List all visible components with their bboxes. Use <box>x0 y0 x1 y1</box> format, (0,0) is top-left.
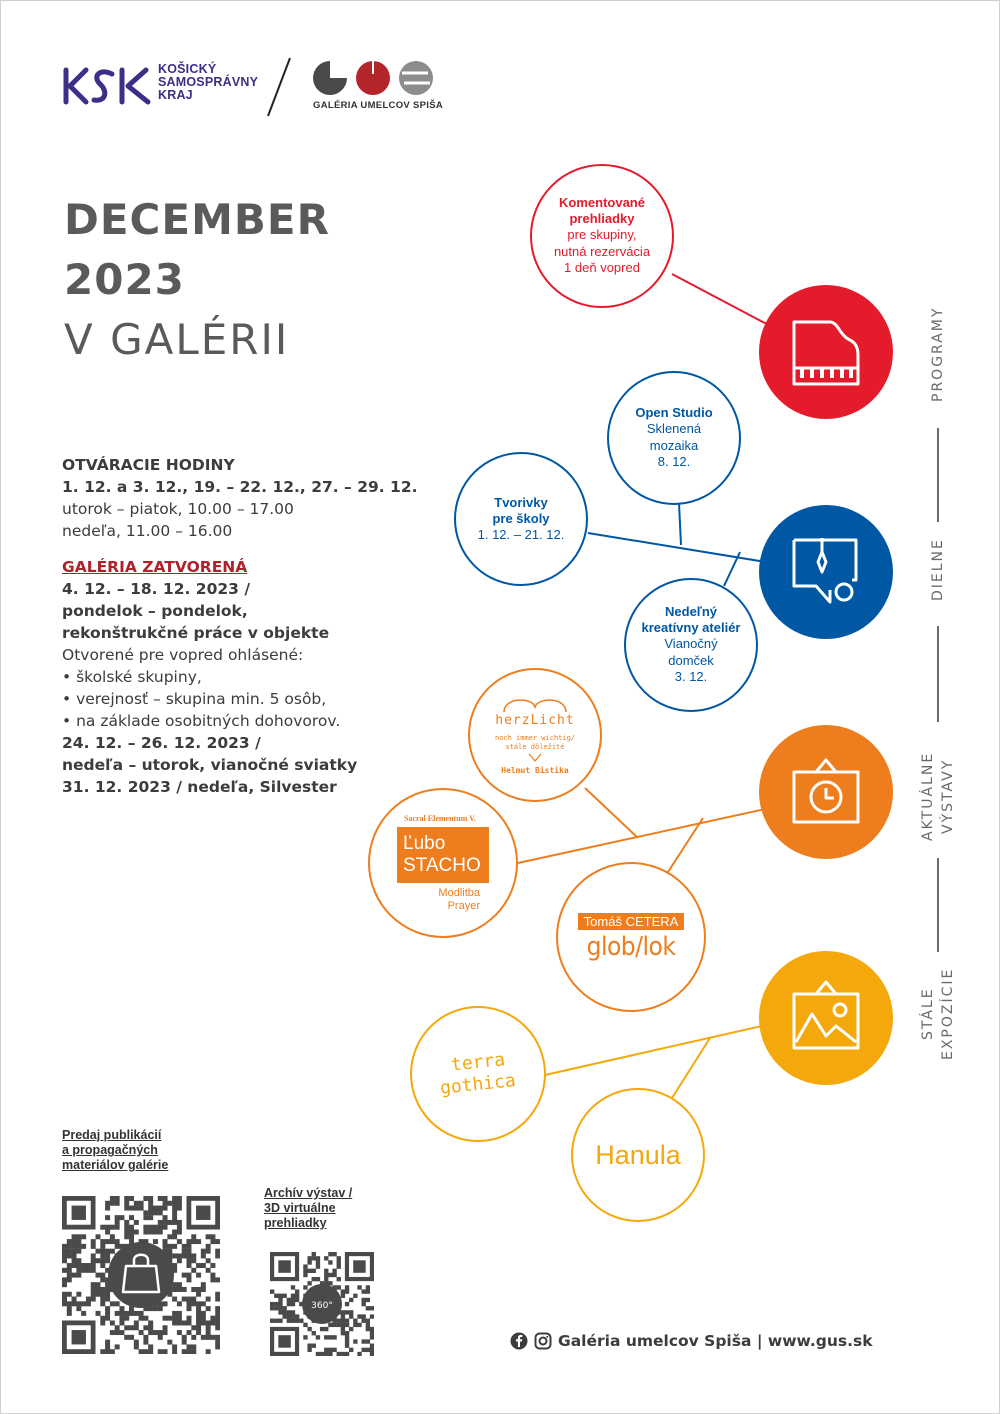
category-aktualne: VÝSTAVY AKTUÁLNE <box>920 751 956 841</box>
bubble-nedelny-atelier[interactable]: Nedeľný kreatívny ateliér Vianočný domček 3. 12. <box>624 578 758 712</box>
bubble-tvorivky[interactable]: Tvorivky pre školy 1. 12. – 21. 12. <box>454 452 588 586</box>
bubble-herzlicht[interactable]: herzLicht noch immer wichtig/ stále dôležité Helmut Bistika <box>468 668 602 802</box>
shop-link[interactable]: Predaj publikácií a propagačných materiálov galérie <box>62 1128 169 1172</box>
closed-period1-reason: rekonštrukčné práce v objekte <box>62 624 330 642</box>
category-dielne: DIELNE <box>930 538 946 602</box>
closed-bullet: • na základe osobitných dohovorov. <box>62 712 341 730</box>
landscape-picture-icon <box>786 978 866 1058</box>
archive-qr-code[interactable] <box>270 1252 374 1356</box>
category-divider <box>937 428 939 522</box>
heart-arc-icon <box>500 695 570 713</box>
hours-sunday: nedeľa, 11.00 – 16.00 <box>62 522 233 540</box>
closed-bullet: • školské skupiny, <box>62 668 202 686</box>
bubble-open-studio[interactable]: Open Studio Sklenená mozaika 8. 12. <box>607 371 741 505</box>
bubble-komentovane-prehliadky[interactable]: Komentované prehliadky pre skupiny, nutná rezervácia 1 deň vopred <box>530 164 674 308</box>
category-stale: EXPOZÍCIE STÁLE <box>920 967 956 1061</box>
page-title-month: DECEMBER <box>64 195 330 244</box>
instagram-icon[interactable] <box>534 1332 552 1350</box>
footer <box>510 1332 873 1350</box>
hours-weekdays: utorok – piatok, 10.00 – 17.00 <box>62 500 294 518</box>
archive-link[interactable]: Archív výstav / 3D virtuálne prehliadky <box>264 1186 353 1230</box>
closed-period2: 24. 12. – 26. 12. 2023 / <box>62 734 261 752</box>
closed-open-for: Otvorené pre vopred ohlásené: <box>62 646 304 664</box>
category-divider <box>937 858 939 952</box>
bubble-lubo-stacho[interactable]: Sacral Elementum V. Ľubo STACHO Modlitba Prayer <box>368 788 518 938</box>
hours-dates: 1. 12. a 3. 12., 19. – 22. 12., 27. – 29. 12. <box>62 478 418 496</box>
footer-text[interactable]: Galéria umelcov Spiša | www.gus.sk <box>558 1332 873 1350</box>
page-title-subtitle: V GALÉRII <box>64 315 290 364</box>
piano-icon <box>786 312 866 392</box>
lubo-name-box: Ľubo STACHO <box>397 827 489 883</box>
closed-bullet: • verejnosť – skupina min. 5 osôb, <box>62 690 327 708</box>
closed-heading: GALÉRIA ZATVORENÁ <box>62 558 248 576</box>
category-divider <box>937 626 939 722</box>
closed-period2-days: nedeľa – utorok, vianočné sviatky <box>62 756 358 774</box>
brush-canvas-icon <box>786 532 866 612</box>
category-programy: PROGRAMY <box>930 306 946 402</box>
page-title-year: 2023 <box>64 255 185 304</box>
shop-qr-code[interactable] <box>62 1196 220 1354</box>
chevron-down-icon <box>527 752 543 764</box>
closed-period3: 31. 12. 2023 / nedeľa, Silvester <box>62 778 337 796</box>
facebook-icon[interactable] <box>510 1332 528 1350</box>
ksk-logo-text: KOŠICKÝ SAMOSPRÁVNY KRAJ <box>158 62 259 102</box>
bubble-terra-gothica[interactable]: terra gothica <box>410 1006 546 1142</box>
bubble-hanula[interactable]: Hanula <box>571 1088 705 1222</box>
closed-period1-days: pondelok – pondelok, <box>62 602 248 620</box>
bubble-glob-lok[interactable]: Tomáš CETERA glob/lok <box>556 862 706 1012</box>
qr-360-label: 360° <box>311 1301 333 1311</box>
hours-heading: OTVÁRACIE HODINY <box>62 456 235 474</box>
exhibition-clock-icon <box>786 752 866 832</box>
closed-period1: 4. 12. – 18. 12. 2023 / <box>62 580 250 598</box>
gus-logo-text: GALÉRIA UMELCOV SPIŠA <box>313 100 443 111</box>
